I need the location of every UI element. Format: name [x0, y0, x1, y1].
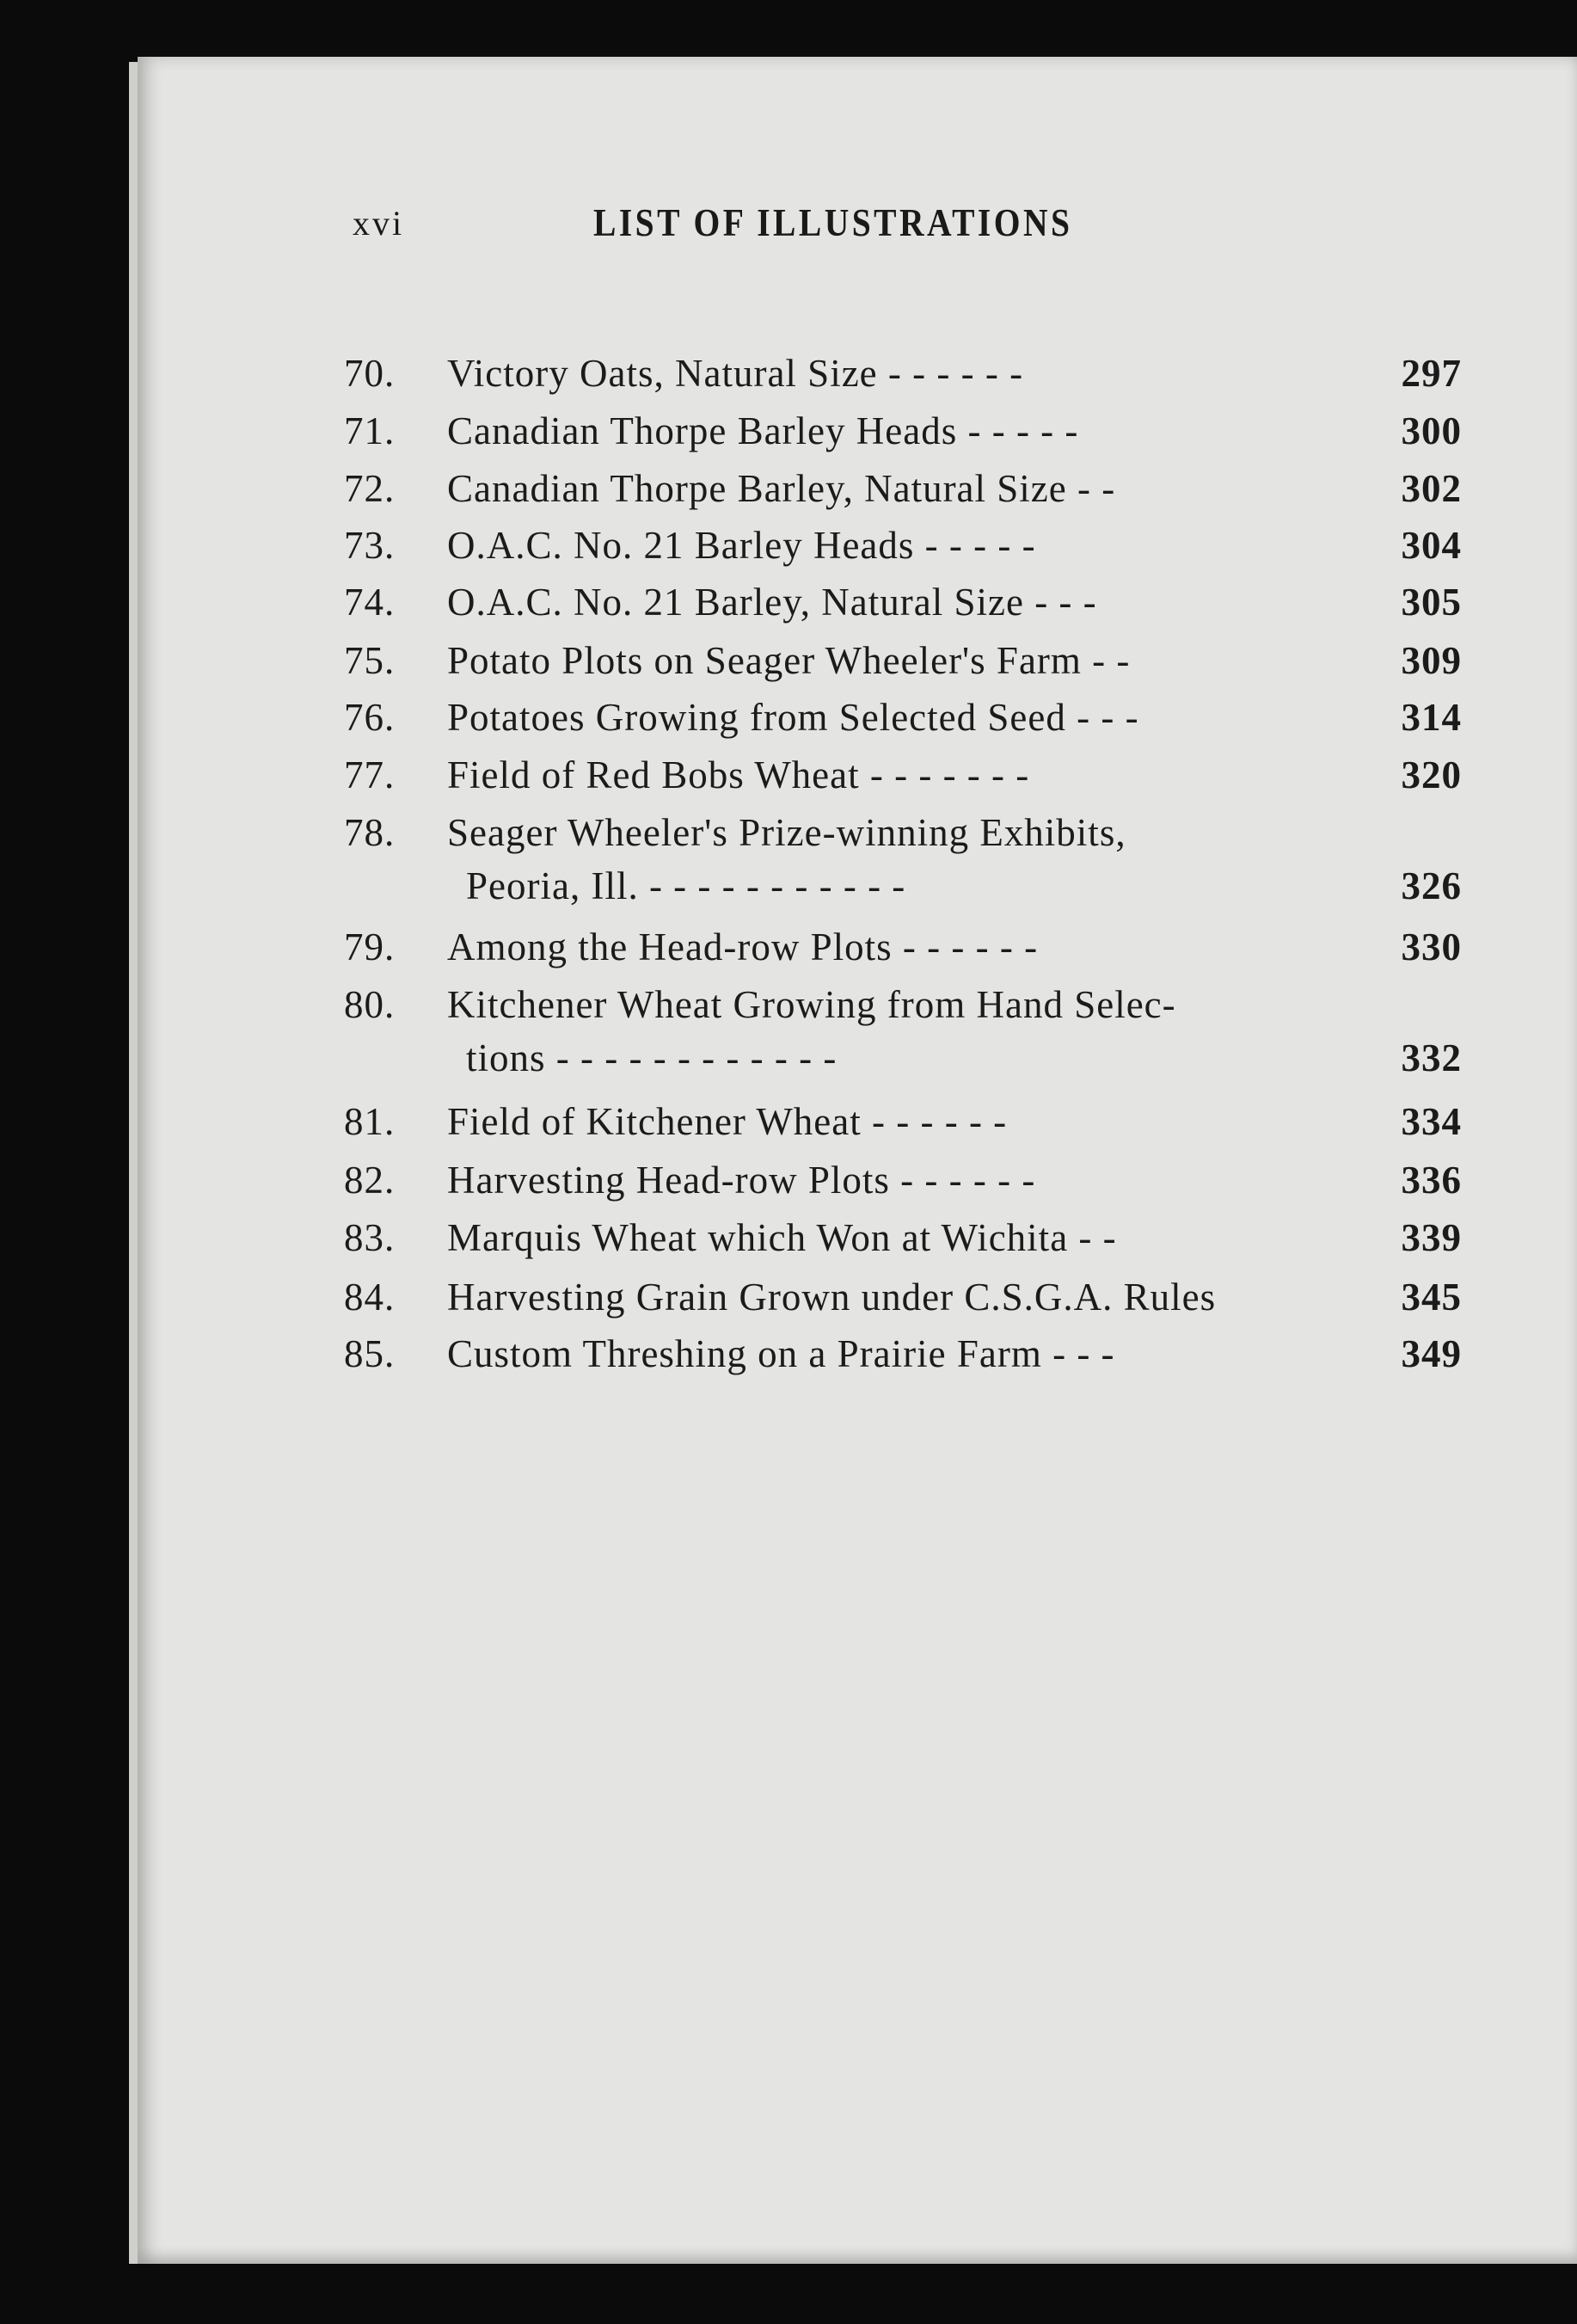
list-item [344, 1331, 1513, 1383]
item-number: 77. [344, 753, 396, 796]
item-number: 73. [344, 524, 396, 567]
item-title: Among the Head-row Plots - - - - - - [447, 925, 1039, 968]
item-number: 70. [344, 352, 396, 395]
list-item [344, 925, 1513, 976]
item-number: 82. [344, 1159, 396, 1202]
item-title: Potato Plots on Seager Wheeler's Farm - - [447, 639, 1131, 682]
list-item [344, 1158, 1513, 1209]
item-page: 339 [1401, 1216, 1462, 1259]
item-page: 300 [1401, 409, 1462, 452]
list-item [344, 1099, 1513, 1151]
item-title: Canadian Thorpe Barley Heads - - - - - [447, 409, 1079, 452]
item-number: 80. [344, 983, 396, 1026]
item-number: 84. [344, 1276, 396, 1319]
item-number: 78. [344, 811, 396, 854]
item-page: 336 [1401, 1159, 1462, 1202]
item-number: 76. [344, 696, 396, 739]
item-title: Canadian Thorpe Barley, Natural Size - - [447, 467, 1116, 510]
item-page: 332 [1401, 1036, 1462, 1079]
item-page: 320 [1401, 753, 1462, 796]
item-number: 74. [344, 581, 396, 624]
item-title: Custom Threshing on a Prairie Farm - - - [447, 1332, 1115, 1375]
item-title: Field of Red Bobs Wheat - - - - - - - [447, 753, 1030, 796]
list-item [344, 523, 1513, 575]
list-item [344, 580, 1513, 631]
page-folio: xvi [353, 204, 405, 243]
item-title: O.A.C. No. 21 Barley Heads - - - - - [447, 524, 1036, 567]
item-page: 309 [1401, 639, 1462, 682]
item-title: Potatoes Growing from Selected Seed - - - [447, 696, 1139, 739]
item-page: 304 [1401, 524, 1462, 567]
item-page: 305 [1401, 581, 1462, 624]
list-item [344, 982, 1513, 1094]
running-head-title: LIST OF ILLUSTRATIONS [593, 200, 1073, 244]
item-number: 75. [344, 639, 396, 682]
item-number: 71. [344, 409, 396, 452]
item-number: 72. [344, 467, 396, 510]
item-title: Field of Kitchener Wheat - - - - - - [447, 1100, 1008, 1143]
list-item [344, 1215, 1513, 1267]
list-item [344, 695, 1513, 747]
item-title: O.A.C. No. 21 Barley, Natural Size - - - [447, 581, 1097, 624]
item-title: Marquis Wheat which Won at Wichita - - [447, 1216, 1117, 1259]
list-item [344, 753, 1513, 804]
item-page: 314 [1401, 696, 1462, 739]
item-number: 85. [344, 1332, 396, 1375]
item-number: 81. [344, 1100, 396, 1143]
item-page: 349 [1401, 1332, 1462, 1375]
item-title: Victory Oats, Natural Size - - - - - - [447, 352, 1024, 395]
list-item [344, 351, 1513, 403]
list-item [344, 810, 1513, 922]
list-item [344, 466, 1513, 518]
item-page: 334 [1401, 1100, 1462, 1143]
item-title: Harvesting Head-row Plots - - - - - - [447, 1159, 1036, 1202]
list-item [344, 638, 1513, 690]
item-page: 326 [1401, 864, 1462, 907]
item-title: Kitchener Wheat Growing from Hand Selec- [447, 983, 1176, 1026]
item-page: 345 [1401, 1276, 1462, 1319]
item-title: Seager Wheeler's Prize-winning Exhibits, [447, 811, 1126, 854]
list-item [344, 1275, 1513, 1326]
item-page: 302 [1401, 467, 1462, 510]
item-page: 330 [1401, 925, 1462, 968]
item-number: 83. [344, 1216, 396, 1259]
item-page: 297 [1401, 352, 1462, 395]
list-item [344, 409, 1513, 460]
item-title: Harvesting Grain Grown under C.S.G.A. Rules [447, 1276, 1217, 1319]
item-number: 79. [344, 925, 396, 968]
item-title-continuation: tions - - - - - - - - - - - - [466, 1036, 838, 1079]
item-title-continuation: Peoria, Ill. - - - - - - - - - - - [466, 864, 906, 907]
